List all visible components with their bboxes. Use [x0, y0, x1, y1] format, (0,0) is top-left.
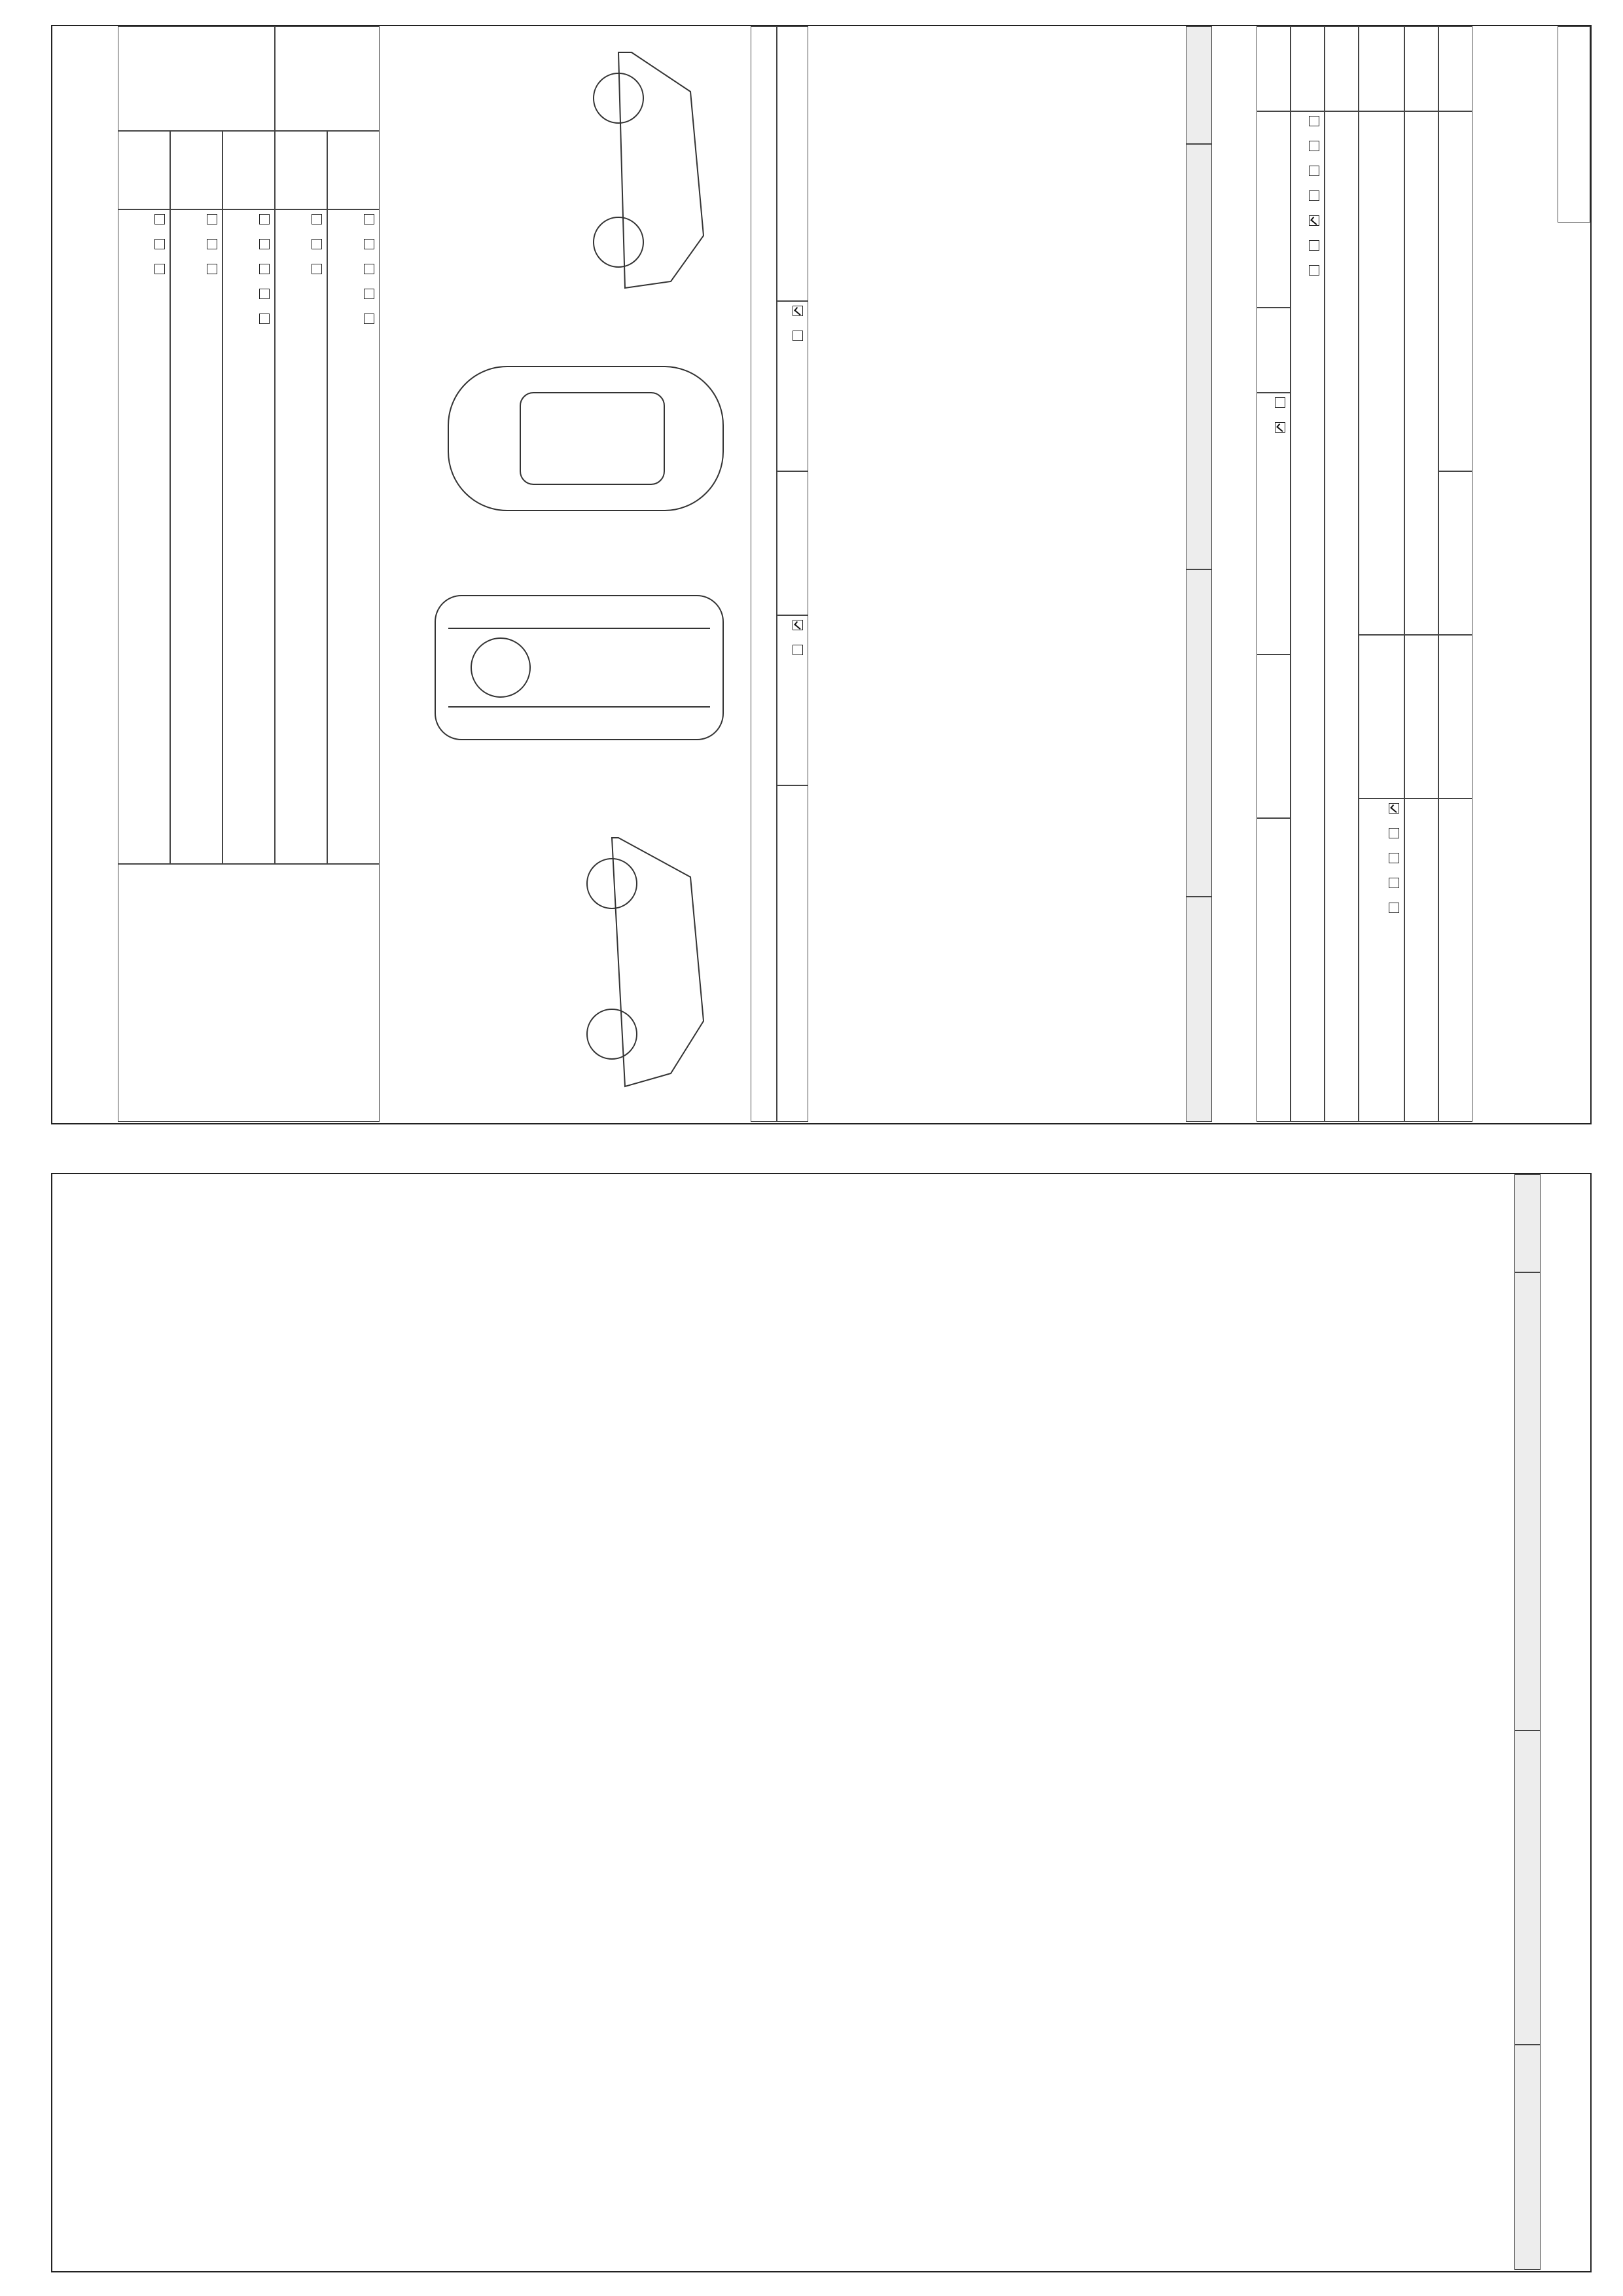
rank-price-cell: [118, 864, 380, 1122]
transmission-cvt-checkbox[interactable]: [1389, 878, 1399, 888]
rank-1-parts: [327, 209, 380, 864]
accident-none-checkbox[interactable]: [793, 306, 803, 316]
inspection-label: [1404, 635, 1438, 798]
car-side-left: [618, 52, 704, 288]
part-13-checkbox[interactable]: [207, 239, 217, 249]
page-2-rotated-content: [0, 1148, 1623, 2296]
engine-value: [1257, 111, 1291, 308]
fuel-label: [1291, 26, 1325, 111]
accident-note: [808, 26, 834, 1122]
reg-no-value: [1438, 798, 1472, 1122]
part-8-checkbox[interactable]: [312, 264, 322, 274]
part-12-checkbox[interactable]: [207, 214, 217, 224]
fuel-options: [1291, 111, 1325, 1122]
part-18-checkbox[interactable]: [259, 314, 270, 324]
car-name-label: [1438, 26, 1472, 111]
rank-2-label: [275, 131, 327, 209]
price-label: [1257, 655, 1291, 818]
exchange-area-label: [751, 26, 777, 1122]
part-4-checkbox[interactable]: [364, 289, 374, 299]
car-name-value: [1438, 111, 1472, 471]
outer-panel-label: [275, 26, 380, 131]
car-diagram: [383, 26, 749, 1122]
part-15-checkbox[interactable]: [154, 214, 165, 224]
fuel-hybrid-checkbox[interactable]: [1309, 190, 1319, 201]
detail-header-price: [1514, 2045, 1541, 2270]
transmission-semi-checkbox[interactable]: [1389, 853, 1399, 863]
document-number: [1558, 26, 1590, 223]
rank-b-parts: [170, 209, 223, 864]
part-19-checkbox[interactable]: [154, 264, 165, 274]
part-7-checkbox[interactable]: [312, 239, 322, 249]
fuel-diesel-checkbox[interactable]: [1309, 141, 1319, 151]
overall-header-item: [1186, 569, 1212, 897]
car-top-view: [448, 367, 723, 511]
transmission-label: [1359, 635, 1404, 798]
part-1-checkbox[interactable]: [364, 214, 374, 224]
detail-header-device: [1514, 1174, 1541, 1272]
main-frame-label: [118, 26, 275, 131]
year-label: [1404, 26, 1438, 111]
accident-history-options: [777, 301, 808, 471]
rank-c-label: [118, 131, 170, 209]
accident-history-label: [777, 26, 808, 301]
part-2-checkbox[interactable]: [364, 239, 374, 249]
transmission-other-checkbox[interactable]: [1389, 903, 1399, 913]
transmission-manual-checkbox[interactable]: [1389, 828, 1399, 838]
transmission-auto-checkbox[interactable]: [1389, 803, 1399, 814]
part-9-checkbox[interactable]: [259, 214, 270, 224]
part-5-checkbox[interactable]: [364, 314, 374, 324]
part-11-checkbox[interactable]: [259, 264, 270, 274]
simple-repair-options: [777, 615, 808, 785]
detail-header-state: [1514, 1731, 1541, 2045]
wheel-front-right: [587, 859, 637, 908]
rank-a-label: [223, 131, 275, 209]
engine-label: [1257, 26, 1291, 111]
reg-no-label: [1438, 635, 1472, 798]
part-14-checkbox[interactable]: [207, 264, 217, 274]
fuel-other-checkbox[interactable]: [1309, 265, 1319, 276]
simple-repair-none-checkbox[interactable]: [793, 620, 803, 630]
overall-header-state: [1186, 144, 1212, 569]
price-unit: [1257, 818, 1291, 1122]
accident-legend: [831, 26, 857, 1122]
part-10-checkbox[interactable]: [259, 239, 270, 249]
wheel-rear-left: [594, 217, 643, 267]
fuel-electric-checkbox[interactable]: [1309, 215, 1319, 226]
page-2-frame: [51, 1173, 1592, 2272]
first-reg-label: [1359, 26, 1404, 111]
wheel-rear-right: [587, 1009, 637, 1059]
accident-yes-checkbox[interactable]: [793, 331, 803, 341]
first-reg-value: [1359, 111, 1404, 635]
rank-1-label: [327, 131, 380, 209]
simple-repair-yes-checkbox[interactable]: [793, 645, 803, 655]
car-side-right: [612, 838, 704, 1086]
part-17-checkbox[interactable]: [259, 289, 270, 299]
inspection-value: [1404, 798, 1438, 1122]
transmission-options: [1359, 798, 1404, 1122]
year-value: [1404, 111, 1438, 635]
wheel-front-left: [594, 73, 643, 123]
vin-label: [1325, 26, 1359, 111]
rank-2-parts: [275, 209, 327, 864]
part-16-checkbox[interactable]: [154, 239, 165, 249]
accident-price-unit: [777, 785, 808, 1122]
fuel-gasoline-checkbox[interactable]: [1309, 116, 1319, 126]
overall-header-usage: [1186, 26, 1212, 144]
rank-b-label: [170, 131, 223, 209]
overall-header-price: [1186, 897, 1212, 1122]
part-6-checkbox[interactable]: [312, 214, 322, 224]
detail-header-item: [1514, 1272, 1541, 1731]
warranty-label: [1257, 308, 1291, 393]
simple-repair-label: [777, 471, 808, 615]
car-frame-view: [435, 596, 723, 740]
detail-model: [1438, 471, 1472, 635]
rank-a-parts: [223, 209, 275, 864]
spare-tire-well: [471, 638, 530, 697]
rank-c-parts: [118, 209, 170, 864]
warranty-options: [1257, 393, 1291, 655]
inspection-page-2: [0, 1148, 1623, 2296]
vin-value: [1325, 111, 1359, 1122]
warranty-self-checkbox[interactable]: [1275, 397, 1285, 408]
part-3-checkbox[interactable]: [364, 264, 374, 274]
warranty-insurance-checkbox[interactable]: [1275, 422, 1285, 433]
fuel-lpg-checkbox[interactable]: [1309, 166, 1319, 176]
fuel-hydrogen-checkbox[interactable]: [1309, 240, 1319, 251]
